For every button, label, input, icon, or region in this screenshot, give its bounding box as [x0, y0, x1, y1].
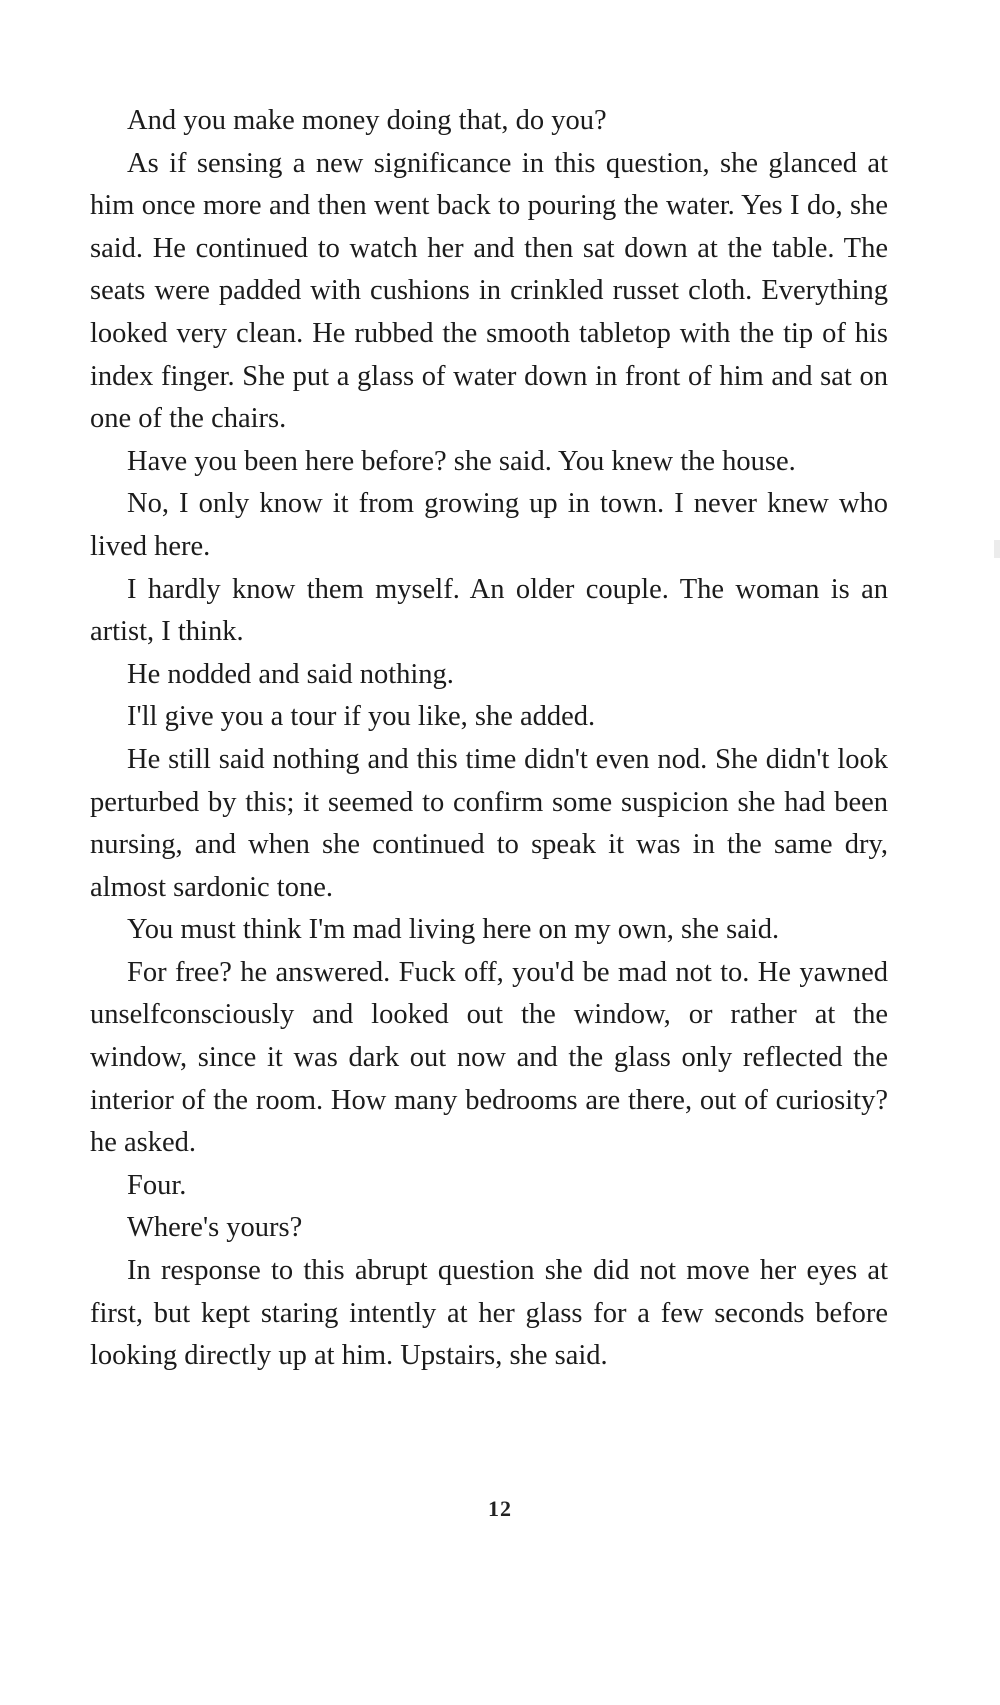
paragraph-13: In response to this abrupt question she did not move her eyes at first, but kept staring intently at her glass for a few seconds before looking directly up at him. Upstairs, she said.	[90, 1255, 888, 1372]
page-number: 12	[488, 1496, 512, 1521]
paragraph-1: And you make money doing that, do you?	[127, 105, 607, 136]
paragraph-7: I'll give you a tour if you like, she added.	[127, 701, 596, 733]
paragraph-12: Where's yours?	[127, 1212, 303, 1244]
paragraph-10: For free? he answered. Fuck off, you'd be mad not to. He yawned unselfconsciously and looked out the window, or rather at the window, since it was dark out now and the glass only reflected the interior of the room. How many bedrooms are there, out of curiosity? he asked.	[90, 956, 888, 1159]
paragraph-6: He nodded and said nothing.	[127, 658, 454, 690]
paragraph-2: As if sensing a new significance in this question, she glanced at him once more and then went back to pouring the water. Yes I do, she said. He continued to watch her and then sat down at the table. The seats were padded with cushions in crinkled russet cloth. Everything looked very clean. He rubbed the smooth tabletop with the tip of his index finger. She put a glass of water down in front of him and sat on one of the chairs.	[90, 147, 888, 435]
paragraph-8: He still said nothing and this time didn't even nod. She didn't look perturbed by this; it seemed to confirm some suspicion she had been nursing, and when she continued to speak it was in the same dry, almost sardonic tone.	[90, 743, 888, 903]
paragraph-4: No, I only know it from growing up in town. I never knew who lived here.	[90, 488, 888, 562]
paragraph-3: Have you been here before? she said. You knew the house.	[127, 445, 796, 477]
body-text	[90, 100, 888, 1378]
paragraph-5: I hardly know them myself. An older couple. The woman is an artist, I think.	[90, 573, 888, 648]
gutter-edge	[994, 540, 1000, 558]
paragraph-9: You must think I'm mad living here on my own, she said.	[127, 914, 780, 946]
paragraph-11: Four.	[127, 1169, 187, 1201]
